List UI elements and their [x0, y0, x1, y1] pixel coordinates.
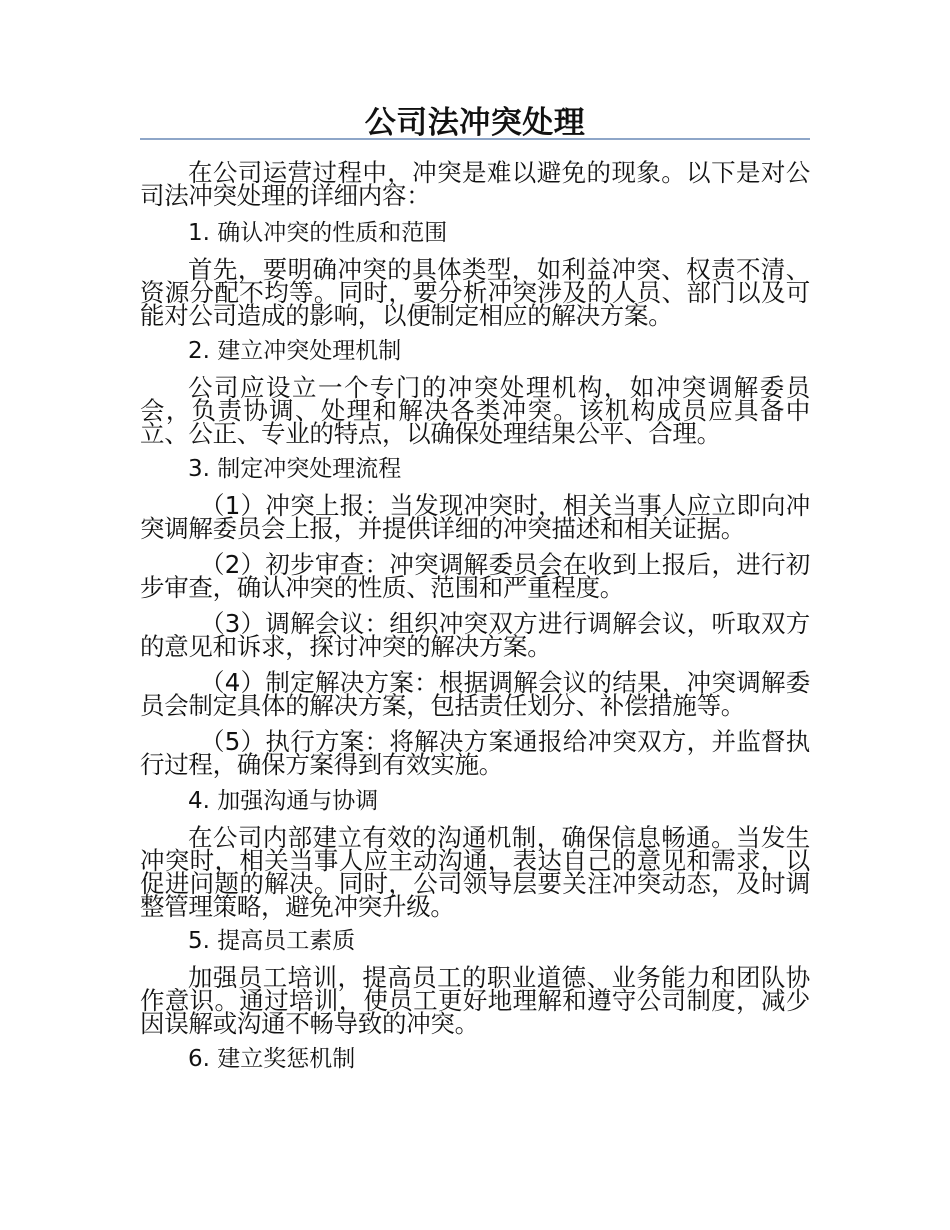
section-heading-6: 6. 建立奖惩机制 [188, 1046, 356, 1072]
section-heading-4: 4. 加强沟通与协调 [188, 788, 379, 814]
section-paragraph-1: 首先，要明确冲突的具体类型，如利益冲突、权责不清、资源分配不均等。同时，要分析冲突涉及的人员、部门以及可能对公司造成的影响，以便制定相应的解决方案。 [140, 255, 810, 330]
process-step-4: （4）制定解决方案：根据调解会议的结果，冲突调解委员会制定具体的解决方案，包括责任划分、补偿措施等。 [140, 668, 810, 720]
title-underline [140, 138, 810, 140]
section-heading-2: 2. 建立冲突处理机制 [188, 338, 402, 364]
section-paragraph-5: 加强员工培训，提高员工的职业道德、业务能力和团队协作意识。通过培训，使员工更好地理解和遵守公司制度，减少因误解或沟通不畅导致的冲突。 [140, 963, 810, 1038]
section-paragraph-4: 在公司内部建立有效的沟通机制，确保信息畅通。当发生冲突时，相关当事人应主动沟通，表达自己的意见和需求，以促进问题的解决。同时，公司领导层要关注冲突动态，及时调整管理策略，避免冲突升级。 [140, 823, 810, 921]
process-step-3: （3）调解会议：组织冲突双方进行调解会议，听取双方的意见和诉求，探讨冲突的解决方案。 [140, 609, 810, 661]
intro-paragraph: 在公司运营过程中，冲突是难以避免的现象。以下是对公司法冲突处理的详细内容： [140, 158, 810, 210]
section-heading-5: 5. 提高员工素质 [188, 928, 356, 954]
section-heading-1: 1. 确认冲突的性质和范围 [188, 220, 448, 246]
document-title: 公司法冲突处理 [364, 105, 586, 141]
process-step-2: （2）初步审查：冲突调解委员会在收到上报后，进行初步审查，确认冲突的性质、范围和严重程度。 [140, 550, 810, 602]
process-step-5: （5）执行方案：将解决方案通报给冲突双方，并监督执行过程，确保方案得到有效实施。 [140, 727, 810, 779]
section-paragraph-2: 公司应设立一个专门的冲突处理机构，如冲突调解委员会，负责协调、处理和解决各类冲突。该机构成员应具备中立、公正、专业的特点，以确保处理结果公平、合理。 [140, 373, 810, 448]
section-heading-3: 3. 制定冲突处理流程 [188, 456, 402, 482]
process-step-1: （1）冲突上报：当发现冲突时，相关当事人应立即向冲突调解委员会上报，并提供详细的冲突描述和相关证据。 [140, 491, 810, 543]
